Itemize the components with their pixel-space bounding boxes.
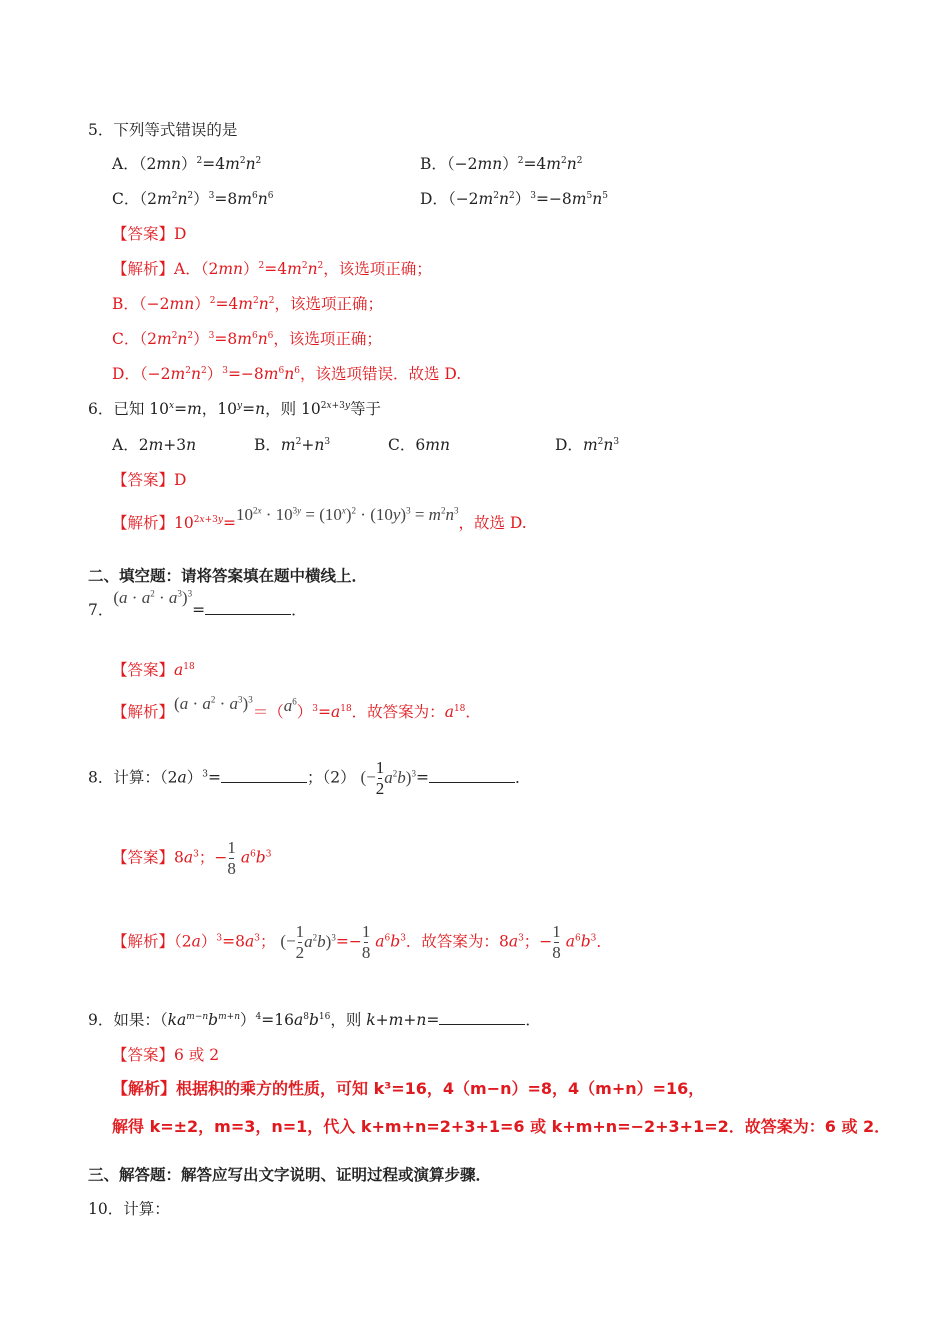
q9-analysis-line-2: 解得 k=±2，m=3，n=1，代入 k+m+n=2+3+1=6 或 k+m+n=−2+3+1=2．故答案为：6 或 2． xyxy=(112,1117,891,1136)
q5-option-c: C．$(2m^2n^2)^3=8m^6n^6$ xyxy=(112,190,274,208)
q5-option-b: B．$(-2mn)^2=4m^2n^2$ xyxy=(420,155,583,173)
q5-stem: 5．下列等式错误的是 xyxy=(88,121,238,139)
section-3-title: 三、解答题：解答应写出文字说明、证明过程或演算步骤． xyxy=(88,1165,492,1184)
q7-answer-blank[interactable] xyxy=(205,600,291,615)
q5-option-a: A．$(2mn)^2=4m^2n^2$ xyxy=(112,155,262,173)
q5-analysis-a: 【解析】A．$(2mn)^2=4m^2n^2$，该选项正确； xyxy=(112,260,432,278)
q5-answer: 【答案】D xyxy=(112,225,187,243)
q7-stem: 7．$(a \cdot a^2 \cdot a^3)^3=$ ． xyxy=(88,588,307,619)
q6-stem: 6．已知 $10^x=m$，$10^y=n$，则 $10^{2x+3y}$等于 xyxy=(88,400,381,418)
q5-analysis-c: C．$(2m^2n^2)^3=8m^6n^6$，该选项正确； xyxy=(112,330,382,348)
q6-option-b: B．$m^2+n^3$ xyxy=(254,436,331,454)
q5-option-d: D．$(-2m^2n^2)^3=-8m^5n^5$ xyxy=(420,190,608,208)
q7-analysis: 【解析】$(a \cdot a^2 \cdot a^3)^3=(a^6)^3=a^{18}$．故答案为：$a^{18}$． xyxy=(112,694,481,721)
section-2-title: 二、填空题：请将答案填在题中横线上． xyxy=(88,566,368,585)
q6-analysis: 【解析】$10^{2x+3y}=10^{2x} \cdot 10^{3y} = (10^x)^2 \cdot (10y)^3 = m^2n^3$，故选 D. xyxy=(112,505,527,532)
q9-answer: 【答案】6 或 2 xyxy=(112,1046,220,1064)
q5-analysis-d: D．$(-2m^2n^2)^3=-8m^6n^6$，该选项错误．故选 D. xyxy=(112,365,462,383)
q10-stem: 10．计算： xyxy=(88,1200,170,1218)
q5-analysis-b: B．$(-2mn)^2=4m^2n^2$，该选项正确； xyxy=(112,295,383,313)
q8-analysis: 【解析】$(2a)^3=8a^3$； (− $\frac{1}{2}$ $a^2b)^3=-$ $\frac{1}{8}$ $a^6b^3$．故答案为：$8a^3$；− $\frac{1}{8}$ $a^6b^3$． xyxy=(112,922,612,962)
q8-stem: 8．计算：$(2a)^3=$ ；（2） (− $\frac{1}{2}$ $a^2b)^3=$ ． xyxy=(88,758,531,798)
q6-option-c: C．6mn xyxy=(388,436,450,454)
q9-stem: 9．如果：$(ka^{m-n}b^{m+n})^4=16a^8b^{16}$，则 k+m+n= ． xyxy=(88,1011,541,1029)
q6-option-a: A．2m+3n xyxy=(112,436,197,454)
q6-answer: 【答案】D xyxy=(112,471,187,489)
q8-answer-blank-1[interactable] xyxy=(221,768,307,783)
q7-answer: 【答案】$a^{18}$ xyxy=(112,661,195,679)
q8-answer: 【答案】$8a^3$；− $\frac{1}{8}$ $a^6b^3$ xyxy=(112,838,272,878)
q6-option-d: D．$m^2n^3$ xyxy=(555,436,620,454)
q9-analysis-line-1: 【解析】根据积的乘方的性质，可知 k³=16，4（m−n）=8，4（m+n）=16， xyxy=(112,1079,705,1098)
q9-answer-blank[interactable] xyxy=(439,1010,525,1025)
q8-answer-blank-2[interactable] xyxy=(429,768,515,783)
